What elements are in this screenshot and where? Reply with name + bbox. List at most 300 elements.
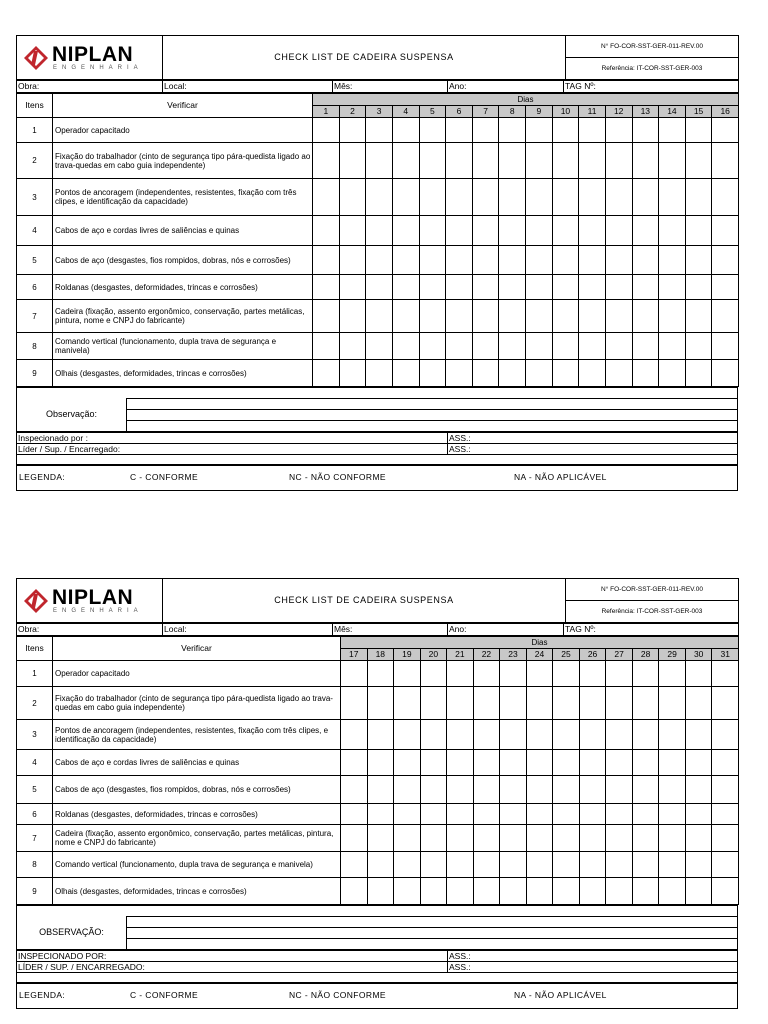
day-check-cell[interactable]: [606, 852, 633, 878]
day-check-cell[interactable]: [392, 179, 419, 216]
day-check-cell[interactable]: [579, 804, 606, 825]
day-check-cell[interactable]: [339, 216, 366, 246]
day-check-cell[interactable]: [500, 661, 527, 687]
month-field[interactable]: Mês:: [333, 81, 448, 93]
day-check-cell[interactable]: [606, 776, 633, 804]
day-check-cell[interactable]: [446, 118, 473, 143]
day-check-cell[interactable]: [499, 333, 526, 360]
day-check-cell[interactable]: [394, 804, 421, 825]
day-check-cell[interactable]: [446, 360, 473, 387]
day-check-cell[interactable]: [685, 878, 712, 905]
day-check-cell[interactable]: [685, 804, 712, 825]
day-check-cell[interactable]: [313, 143, 340, 179]
day-check-cell[interactable]: [712, 825, 739, 852]
day-check-cell[interactable]: [685, 333, 712, 360]
day-check-cell[interactable]: [313, 216, 340, 246]
day-check-cell[interactable]: [446, 143, 473, 179]
day-check-cell[interactable]: [553, 687, 580, 720]
day-check-cell[interactable]: [632, 776, 659, 804]
day-check-cell[interactable]: [367, 878, 394, 905]
day-check-cell[interactable]: [500, 804, 527, 825]
day-check-cell[interactable]: [712, 852, 739, 878]
day-check-cell[interactable]: [659, 878, 686, 905]
day-check-cell[interactable]: [499, 360, 526, 387]
day-check-cell[interactable]: [552, 118, 579, 143]
day-check-cell[interactable]: [392, 216, 419, 246]
signature-field[interactable]: ASS.:: [448, 962, 738, 973]
day-check-cell[interactable]: [632, 143, 659, 179]
day-check-cell[interactable]: [419, 300, 446, 333]
day-check-cell[interactable]: [447, 825, 474, 852]
day-check-cell[interactable]: [499, 246, 526, 275]
day-check-cell[interactable]: [659, 216, 686, 246]
day-check-cell[interactable]: [632, 216, 659, 246]
inspected-by-field[interactable]: INSPECIONADO POR:: [17, 951, 448, 962]
day-check-cell[interactable]: [420, 750, 447, 776]
day-check-cell[interactable]: [394, 776, 421, 804]
day-check-cell[interactable]: [605, 360, 632, 387]
tag-field[interactable]: TAG Nº:: [564, 81, 739, 93]
day-check-cell[interactable]: [579, 246, 606, 275]
day-check-cell[interactable]: [392, 300, 419, 333]
day-check-cell[interactable]: [659, 661, 686, 687]
day-check-cell[interactable]: [605, 179, 632, 216]
day-check-cell[interactable]: [500, 825, 527, 852]
day-check-cell[interactable]: [472, 246, 499, 275]
day-check-cell[interactable]: [392, 143, 419, 179]
day-check-cell[interactable]: [685, 687, 712, 720]
day-check-cell[interactable]: [606, 825, 633, 852]
day-check-cell[interactable]: [499, 179, 526, 216]
day-check-cell[interactable]: [712, 143, 739, 179]
day-check-cell[interactable]: [605, 246, 632, 275]
day-check-cell[interactable]: [685, 852, 712, 878]
day-check-cell[interactable]: [367, 720, 394, 750]
day-check-cell[interactable]: [579, 878, 606, 905]
day-check-cell[interactable]: [712, 118, 739, 143]
day-check-cell[interactable]: [446, 216, 473, 246]
day-check-cell[interactable]: [605, 118, 632, 143]
day-check-cell[interactable]: [659, 300, 686, 333]
day-check-cell[interactable]: [394, 720, 421, 750]
day-check-cell[interactable]: [419, 118, 446, 143]
signature-field[interactable]: ASS.:: [448, 444, 738, 455]
signature-field[interactable]: ASS.:: [448, 433, 738, 444]
day-check-cell[interactable]: [419, 360, 446, 387]
day-check-cell[interactable]: [659, 360, 686, 387]
day-check-cell[interactable]: [685, 179, 712, 216]
day-check-cell[interactable]: [446, 275, 473, 300]
day-check-cell[interactable]: [632, 275, 659, 300]
day-check-cell[interactable]: [712, 720, 739, 750]
day-check-cell[interactable]: [313, 300, 340, 333]
day-check-cell[interactable]: [366, 246, 393, 275]
day-check-cell[interactable]: [500, 878, 527, 905]
day-check-cell[interactable]: [552, 275, 579, 300]
day-check-cell[interactable]: [473, 825, 500, 852]
day-check-cell[interactable]: [367, 776, 394, 804]
day-check-cell[interactable]: [526, 216, 553, 246]
day-check-cell[interactable]: [579, 852, 606, 878]
year-field[interactable]: Ano:: [448, 624, 564, 636]
day-check-cell[interactable]: [420, 687, 447, 720]
day-check-cell[interactable]: [447, 776, 474, 804]
day-check-cell[interactable]: [579, 360, 606, 387]
day-check-cell[interactable]: [685, 300, 712, 333]
day-check-cell[interactable]: [579, 776, 606, 804]
day-check-cell[interactable]: [341, 720, 368, 750]
day-check-cell[interactable]: [313, 118, 340, 143]
day-check-cell[interactable]: [632, 179, 659, 216]
obra-field[interactable]: Obra:: [17, 624, 163, 636]
day-check-cell[interactable]: [552, 360, 579, 387]
day-check-cell[interactable]: [499, 275, 526, 300]
day-check-cell[interactable]: [420, 825, 447, 852]
day-check-cell[interactable]: [472, 333, 499, 360]
day-check-cell[interactable]: [712, 687, 739, 720]
day-check-cell[interactable]: [472, 216, 499, 246]
leader-field[interactable]: LÍDER / SUP. / ENCARREGADO:: [17, 962, 448, 973]
day-check-cell[interactable]: [420, 661, 447, 687]
day-check-cell[interactable]: [712, 661, 739, 687]
day-check-cell[interactable]: [313, 246, 340, 275]
day-check-cell[interactable]: [526, 720, 553, 750]
day-check-cell[interactable]: [553, 661, 580, 687]
day-check-cell[interactable]: [500, 720, 527, 750]
day-check-cell[interactable]: [659, 118, 686, 143]
day-check-cell[interactable]: [473, 750, 500, 776]
day-check-cell[interactable]: [659, 852, 686, 878]
observation-line[interactable]: [127, 917, 738, 928]
day-check-cell[interactable]: [500, 687, 527, 720]
day-check-cell[interactable]: [712, 179, 739, 216]
day-check-cell[interactable]: [579, 687, 606, 720]
day-check-cell[interactable]: [394, 825, 421, 852]
day-check-cell[interactable]: [553, 825, 580, 852]
day-check-cell[interactable]: [472, 360, 499, 387]
day-check-cell[interactable]: [473, 852, 500, 878]
day-check-cell[interactable]: [339, 118, 366, 143]
day-check-cell[interactable]: [341, 776, 368, 804]
day-check-cell[interactable]: [606, 687, 633, 720]
day-check-cell[interactable]: [632, 360, 659, 387]
tag-field[interactable]: TAG Nº:: [564, 624, 739, 636]
day-check-cell[interactable]: [605, 333, 632, 360]
day-check-cell[interactable]: [659, 720, 686, 750]
day-check-cell[interactable]: [313, 179, 340, 216]
day-check-cell[interactable]: [392, 360, 419, 387]
day-check-cell[interactable]: [712, 878, 739, 905]
day-check-cell[interactable]: [659, 246, 686, 275]
day-check-cell[interactable]: [419, 216, 446, 246]
day-check-cell[interactable]: [553, 878, 580, 905]
day-check-cell[interactable]: [632, 750, 659, 776]
day-check-cell[interactable]: [367, 825, 394, 852]
day-check-cell[interactable]: [579, 333, 606, 360]
day-check-cell[interactable]: [366, 275, 393, 300]
day-check-cell[interactable]: [394, 661, 421, 687]
day-check-cell[interactable]: [605, 275, 632, 300]
day-check-cell[interactable]: [499, 216, 526, 246]
day-check-cell[interactable]: [472, 179, 499, 216]
day-check-cell[interactable]: [446, 246, 473, 275]
day-check-cell[interactable]: [606, 661, 633, 687]
day-check-cell[interactable]: [632, 333, 659, 360]
day-check-cell[interactable]: [526, 360, 553, 387]
day-check-cell[interactable]: [313, 360, 340, 387]
day-check-cell[interactable]: [659, 825, 686, 852]
observation-line[interactable]: [127, 928, 738, 939]
day-check-cell[interactable]: [579, 275, 606, 300]
observation-line[interactable]: [127, 399, 738, 410]
year-field[interactable]: Ano:: [448, 81, 564, 93]
day-check-cell[interactable]: [712, 750, 739, 776]
day-check-cell[interactable]: [313, 333, 340, 360]
day-check-cell[interactable]: [552, 143, 579, 179]
day-check-cell[interactable]: [500, 776, 527, 804]
day-check-cell[interactable]: [339, 300, 366, 333]
day-check-cell[interactable]: [473, 878, 500, 905]
day-check-cell[interactable]: [339, 246, 366, 275]
day-check-cell[interactable]: [526, 179, 553, 216]
day-check-cell[interactable]: [419, 246, 446, 275]
day-check-cell[interactable]: [341, 661, 368, 687]
day-check-cell[interactable]: [392, 275, 419, 300]
day-check-cell[interactable]: [685, 750, 712, 776]
day-check-cell[interactable]: [339, 179, 366, 216]
day-check-cell[interactable]: [685, 825, 712, 852]
day-check-cell[interactable]: [632, 878, 659, 905]
day-check-cell[interactable]: [447, 661, 474, 687]
day-check-cell[interactable]: [447, 878, 474, 905]
day-check-cell[interactable]: [473, 776, 500, 804]
observation-line[interactable]: [127, 410, 738, 421]
day-check-cell[interactable]: [605, 216, 632, 246]
obra-field[interactable]: Obra:: [17, 81, 163, 93]
local-field[interactable]: Local:: [163, 624, 333, 636]
day-check-cell[interactable]: [552, 246, 579, 275]
day-check-cell[interactable]: [553, 804, 580, 825]
day-check-cell[interactable]: [685, 143, 712, 179]
day-check-cell[interactable]: [552, 216, 579, 246]
day-check-cell[interactable]: [605, 143, 632, 179]
day-check-cell[interactable]: [579, 143, 606, 179]
day-check-cell[interactable]: [553, 776, 580, 804]
day-check-cell[interactable]: [685, 246, 712, 275]
day-check-cell[interactable]: [632, 804, 659, 825]
day-check-cell[interactable]: [420, 852, 447, 878]
month-field[interactable]: Mês:: [333, 624, 448, 636]
day-check-cell[interactable]: [367, 687, 394, 720]
day-check-cell[interactable]: [632, 661, 659, 687]
day-check-cell[interactable]: [526, 118, 553, 143]
day-check-cell[interactable]: [394, 687, 421, 720]
day-check-cell[interactable]: [685, 118, 712, 143]
day-check-cell[interactable]: [366, 216, 393, 246]
day-check-cell[interactable]: [526, 804, 553, 825]
day-check-cell[interactable]: [446, 179, 473, 216]
day-check-cell[interactable]: [552, 333, 579, 360]
day-check-cell[interactable]: [447, 750, 474, 776]
day-check-cell[interactable]: [341, 687, 368, 720]
day-check-cell[interactable]: [367, 661, 394, 687]
day-check-cell[interactable]: [553, 852, 580, 878]
day-check-cell[interactable]: [712, 804, 739, 825]
day-check-cell[interactable]: [526, 878, 553, 905]
day-check-cell[interactable]: [579, 300, 606, 333]
day-check-cell[interactable]: [367, 750, 394, 776]
day-check-cell[interactable]: [552, 179, 579, 216]
day-check-cell[interactable]: [341, 878, 368, 905]
day-check-cell[interactable]: [712, 776, 739, 804]
day-check-cell[interactable]: [526, 825, 553, 852]
day-check-cell[interactable]: [526, 852, 553, 878]
day-check-cell[interactable]: [366, 143, 393, 179]
day-check-cell[interactable]: [685, 275, 712, 300]
day-check-cell[interactable]: [339, 143, 366, 179]
day-check-cell[interactable]: [341, 750, 368, 776]
day-check-cell[interactable]: [394, 852, 421, 878]
day-check-cell[interactable]: [659, 333, 686, 360]
day-check-cell[interactable]: [447, 804, 474, 825]
day-check-cell[interactable]: [339, 360, 366, 387]
day-check-cell[interactable]: [500, 852, 527, 878]
day-check-cell[interactable]: [472, 143, 499, 179]
day-check-cell[interactable]: [526, 333, 553, 360]
day-check-cell[interactable]: [419, 275, 446, 300]
day-check-cell[interactable]: [526, 246, 553, 275]
day-check-cell[interactable]: [313, 275, 340, 300]
day-check-cell[interactable]: [659, 179, 686, 216]
day-check-cell[interactable]: [473, 720, 500, 750]
day-check-cell[interactable]: [632, 720, 659, 750]
day-check-cell[interactable]: [606, 750, 633, 776]
day-check-cell[interactable]: [499, 143, 526, 179]
day-check-cell[interactable]: [446, 333, 473, 360]
day-check-cell[interactable]: [472, 118, 499, 143]
day-check-cell[interactable]: [472, 300, 499, 333]
day-check-cell[interactable]: [685, 776, 712, 804]
day-check-cell[interactable]: [685, 360, 712, 387]
day-check-cell[interactable]: [392, 118, 419, 143]
day-check-cell[interactable]: [526, 661, 553, 687]
day-check-cell[interactable]: [447, 720, 474, 750]
day-check-cell[interactable]: [579, 216, 606, 246]
day-check-cell[interactable]: [526, 750, 553, 776]
day-check-cell[interactable]: [473, 804, 500, 825]
day-check-cell[interactable]: [419, 143, 446, 179]
day-check-cell[interactable]: [341, 825, 368, 852]
day-check-cell[interactable]: [420, 776, 447, 804]
day-check-cell[interactable]: [659, 750, 686, 776]
day-check-cell[interactable]: [659, 275, 686, 300]
day-check-cell[interactable]: [526, 275, 553, 300]
day-check-cell[interactable]: [579, 750, 606, 776]
day-check-cell[interactable]: [499, 118, 526, 143]
day-check-cell[interactable]: [366, 360, 393, 387]
day-check-cell[interactable]: [420, 804, 447, 825]
day-check-cell[interactable]: [659, 143, 686, 179]
day-check-cell[interactable]: [606, 804, 633, 825]
day-check-cell[interactable]: [339, 333, 366, 360]
day-check-cell[interactable]: [526, 143, 553, 179]
day-check-cell[interactable]: [712, 333, 739, 360]
observation-line[interactable]: [127, 421, 738, 432]
leader-field[interactable]: Líder / Sup. / Encarregado:: [17, 444, 448, 455]
day-check-cell[interactable]: [394, 878, 421, 905]
day-check-cell[interactable]: [685, 216, 712, 246]
day-check-cell[interactable]: [392, 333, 419, 360]
day-check-cell[interactable]: [632, 687, 659, 720]
day-check-cell[interactable]: [632, 300, 659, 333]
day-check-cell[interactable]: [367, 804, 394, 825]
day-check-cell[interactable]: [712, 275, 739, 300]
day-check-cell[interactable]: [632, 118, 659, 143]
day-check-cell[interactable]: [447, 852, 474, 878]
day-check-cell[interactable]: [526, 776, 553, 804]
day-check-cell[interactable]: [419, 333, 446, 360]
day-check-cell[interactable]: [366, 179, 393, 216]
day-check-cell[interactable]: [553, 750, 580, 776]
day-check-cell[interactable]: [500, 750, 527, 776]
day-check-cell[interactable]: [579, 720, 606, 750]
day-check-cell[interactable]: [632, 825, 659, 852]
day-check-cell[interactable]: [341, 804, 368, 825]
day-check-cell[interactable]: [392, 246, 419, 275]
day-check-cell[interactable]: [366, 118, 393, 143]
day-check-cell[interactable]: [685, 661, 712, 687]
day-check-cell[interactable]: [579, 118, 606, 143]
day-check-cell[interactable]: [712, 216, 739, 246]
day-check-cell[interactable]: [366, 300, 393, 333]
day-check-cell[interactable]: [420, 720, 447, 750]
day-check-cell[interactable]: [526, 687, 553, 720]
signature-field[interactable]: ASS.:: [448, 951, 738, 962]
day-check-cell[interactable]: [552, 300, 579, 333]
day-check-cell[interactable]: [553, 720, 580, 750]
day-check-cell[interactable]: [394, 750, 421, 776]
day-check-cell[interactable]: [605, 300, 632, 333]
day-check-cell[interactable]: [579, 179, 606, 216]
day-check-cell[interactable]: [473, 687, 500, 720]
day-check-cell[interactable]: [712, 300, 739, 333]
day-check-cell[interactable]: [447, 687, 474, 720]
day-check-cell[interactable]: [339, 275, 366, 300]
day-check-cell[interactable]: [472, 275, 499, 300]
day-check-cell[interactable]: [499, 300, 526, 333]
day-check-cell[interactable]: [341, 852, 368, 878]
day-check-cell[interactable]: [419, 179, 446, 216]
day-check-cell[interactable]: [366, 333, 393, 360]
day-check-cell[interactable]: [659, 776, 686, 804]
day-check-cell[interactable]: [659, 804, 686, 825]
day-check-cell[interactable]: [446, 300, 473, 333]
day-check-cell[interactable]: [632, 246, 659, 275]
day-check-cell[interactable]: [712, 360, 739, 387]
day-check-cell[interactable]: [526, 300, 553, 333]
day-check-cell[interactable]: [659, 687, 686, 720]
day-check-cell[interactable]: [632, 852, 659, 878]
inspected-by-field[interactable]: Inspecionado por :: [17, 433, 448, 444]
day-check-cell[interactable]: [606, 878, 633, 905]
day-check-cell[interactable]: [473, 661, 500, 687]
day-check-cell[interactable]: [685, 720, 712, 750]
day-check-cell[interactable]: [420, 878, 447, 905]
day-check-cell[interactable]: [712, 246, 739, 275]
day-check-cell[interactable]: [579, 661, 606, 687]
day-check-cell[interactable]: [367, 852, 394, 878]
local-field[interactable]: Local:: [163, 81, 333, 93]
